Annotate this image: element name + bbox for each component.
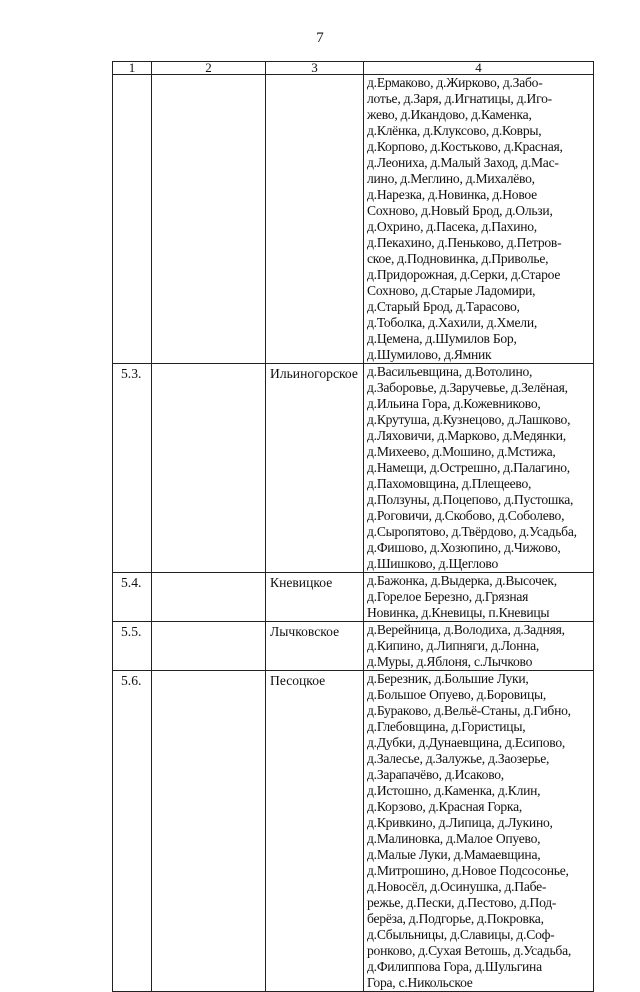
header-cell: 2 [152, 62, 266, 75]
village-list-line: д.Корпово, д.Костьково, д.Красная, [367, 139, 563, 154]
village-list-line: д.Малиновка, д.Малое Опуево, [367, 831, 541, 846]
village-list-line: д.Новосёл, д.Осинушка, д.Пабе- [367, 879, 547, 894]
village-list-line: д.Митрошино, д.Новое Подсосонье, [367, 863, 569, 878]
village-list-line: д.Леониха, д.Малый Заход, д.Мас- [367, 155, 559, 170]
village-list-line: д.Ермаково, д.Жирково, д.Забо- [367, 75, 543, 90]
village-list-line: лино, д.Меглино, д.Михалёво, [367, 171, 535, 186]
settlement-name-cell: Кневицкое [266, 573, 364, 622]
village-list-line: д.Муры, д.Яблоня, с.Лычково [367, 654, 533, 669]
village-list-line: д.Ползуны, д.Поцепово, д.Пустошка, [367, 492, 574, 507]
village-list-line: д.Истошно, д.Каменка, д.Клин, [367, 783, 541, 798]
village-list-line: д.Ильина Гора, д.Кожевниково, [367, 396, 541, 411]
village-list-line: д.Кривкино, д.Липица, д.Лукино, [367, 815, 553, 830]
village-list-line: ронково, д.Сухая Ветошь, д.Усадьба, [367, 943, 572, 958]
villages-list-cell [364, 573, 594, 622]
village-list-line: Гора, с.Никольское [367, 975, 473, 990]
village-list-line: д.Пахомовщина, д.Плещеево, [367, 476, 532, 491]
village-list-line: д.Шумилово, д.Ямник [367, 347, 492, 362]
settlement-name-cell: Ильиногорское [266, 364, 364, 573]
villages-list-cell [364, 671, 594, 992]
header-cell: 4 [364, 62, 594, 75]
village-list-line: д.Залесье, д.Залужье, д.Заозерье, [367, 751, 550, 766]
header-cell: 1 [113, 62, 152, 75]
empty-cell [152, 671, 266, 992]
village-list-line: жево, д.Икандово, д.Каменка, [367, 107, 532, 122]
village-list-line: Новинка, д.Кневицы, п.Кневицы [367, 605, 550, 620]
settlement-name-cell [266, 75, 364, 364]
table-row [113, 364, 594, 573]
village-list-line: д.Кипино, д.Липняги, д.Лонна, [367, 638, 540, 653]
village-list-line: д.Горелое Березно, д.Грязная [367, 589, 529, 604]
village-list-line: д.Роговичи, д.Скобово, д.Соболево, [367, 508, 565, 523]
villages-list-cell [364, 622, 594, 671]
table-header-row [113, 62, 594, 75]
village-list-line: д.Цемена, д.Шумилов Бор, [367, 331, 517, 346]
village-list-line: д.Охрино, д.Пасека, д.Пахино, [367, 219, 537, 234]
row-number-cell [113, 75, 152, 364]
table-row [113, 622, 594, 671]
settlements-table [112, 61, 594, 992]
village-list-line: д.Придорожная, д.Серки, д.Старое [367, 267, 561, 282]
row-number-cell: 5.3. [113, 364, 152, 573]
villages-list-cell [364, 75, 594, 364]
village-list-line: д.Васильевщина, д.Вотолино, [367, 364, 533, 379]
village-list-line: д.Бураково, д.Вельё-Станы, д.Гибно, [367, 703, 571, 718]
empty-cell [152, 364, 266, 573]
village-list-line: Сохново, д.Старые Ладомири, [367, 283, 536, 298]
settlement-name-cell: Песоцкое [266, 671, 364, 992]
village-list-line: д.Крутуша, д.Кузнецово, д.Лашково, [367, 412, 571, 427]
table-row [113, 75, 594, 364]
village-list-line: лотье, д.Заря, д.Игнатицы, д.Иго- [367, 91, 552, 106]
village-list-line: д.Бажонка, д.Выдерка, д.Высочек, [367, 573, 557, 588]
header-cell: 3 [266, 62, 364, 75]
settlement-name-cell: Лычковское [266, 622, 364, 671]
page-number: 7 [316, 30, 324, 46]
empty-cell [152, 75, 266, 364]
village-list-line: д.Заборовье, д.Заручевье, д.Зелёная, [367, 380, 568, 395]
village-list-line: берёза, д.Подгорье, д.Покровка, [367, 911, 544, 926]
village-list-line: д.Ляховичи, д.Марково, д.Медянки, [367, 428, 566, 443]
village-list-line: д.Тоболка, д.Хахили, д.Хмели, [367, 315, 538, 330]
village-list-line: д.Березник, д.Большие Луки, [367, 671, 529, 686]
row-number-cell: 5.6. [113, 671, 152, 992]
village-list-line: д.Нарезка, д.Новинка, д.Новое [367, 187, 537, 202]
village-list-line: д.Корзово, д.Красная Горка, [367, 799, 523, 814]
village-list-line: д.Пекахино, д.Пеньково, д.Петров- [367, 235, 562, 250]
row-number-cell: 5.5. [113, 622, 152, 671]
village-list-line: д.Клёнка, д.Клуксово, д.Ковры, [367, 123, 542, 138]
empty-cell [152, 573, 266, 622]
village-list-line: д.Глебовщина, д.Гористицы, [367, 719, 526, 734]
table-row [113, 573, 594, 622]
village-list-line: д.Старый Брод, д.Тарасово, [367, 299, 520, 314]
village-list-line: д.Малые Луки, д.Мамаевщина, [367, 847, 541, 862]
empty-cell [152, 622, 266, 671]
village-list-line: д.Намещи, д.Острешно, д.Палагино, [367, 460, 570, 475]
village-list-line: д.Большое Опуево, д.Боровицы, [367, 687, 547, 702]
village-list-line: Сохново, д.Новый Брод, д.Ользи, [367, 203, 553, 218]
village-list-line: д.Шишково, д.Щеглово [367, 556, 499, 571]
village-list-line: д.Верейница, д.Володиха, д.Задняя, [367, 622, 565, 637]
village-list-line: д.Сбыльницы, д.Славицы, д.Соф- [367, 927, 555, 942]
village-list-line: д.Зарапачёво, д.Исаково, [367, 767, 504, 782]
villages-list-cell [364, 364, 594, 573]
village-list-line: д.Михеево, д.Мошино, д.Мстижа, [367, 444, 556, 459]
village-list-line: д.Филиппова Гора, д.Шульгина [367, 959, 542, 974]
table-row [113, 671, 594, 992]
row-number-cell: 5.4. [113, 573, 152, 622]
village-list-line: режье, д.Пески, д.Пестово, д.Под- [367, 895, 557, 910]
village-list-line: д.Сыропятово, д.Твёрдово, д.Усадьба, [367, 524, 577, 539]
village-list-line: д.Фишово, д.Хозюпино, д.Чижово, [367, 540, 561, 555]
village-list-line: ское, д.Подновинка, д.Приволье, [367, 251, 549, 266]
village-list-line: д.Дубки, д.Дунаевщина, д.Есипово, [367, 735, 566, 750]
